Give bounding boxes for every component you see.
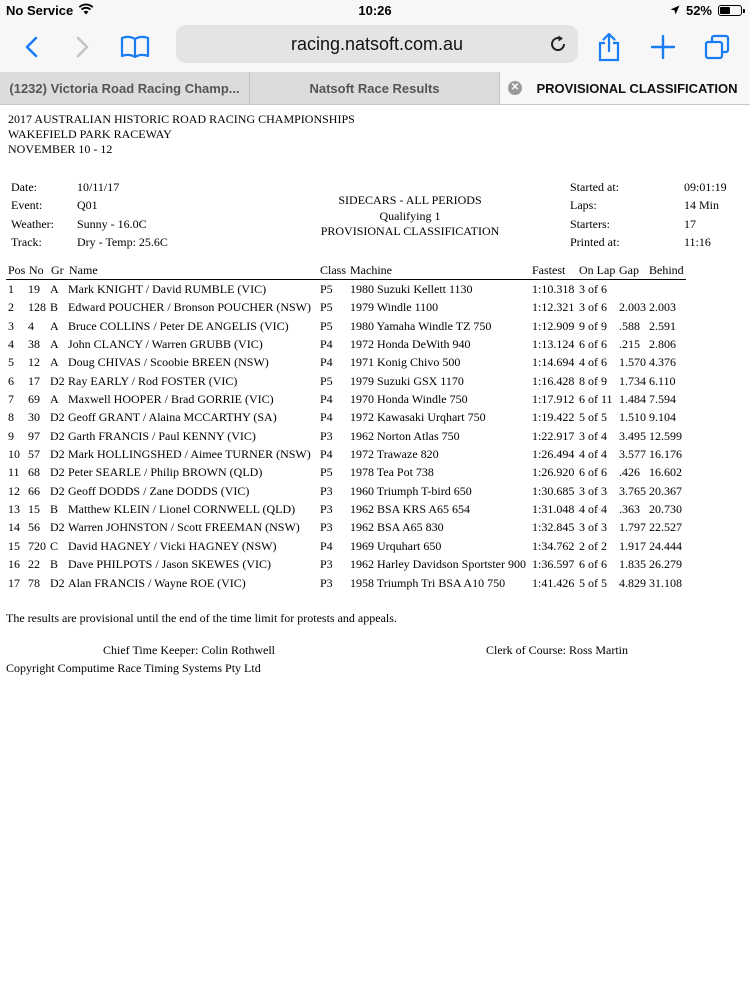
tab-provisional-classification[interactable]	[500, 72, 750, 104]
col-class: Class	[320, 263, 347, 277]
result-class: P4	[320, 392, 333, 407]
result-number: 78	[28, 575, 40, 590]
table-row	[6, 445, 686, 463]
result-riders: Edward POUCHER / Bronson POUCHER (NSW)	[68, 300, 311, 315]
result-pos: 9	[8, 428, 14, 443]
result-machine: 1979 Windle 1100	[350, 300, 439, 315]
session-name: Qualifying 1	[379, 208, 441, 223]
result-riders: Mark HOLLINGSHED / Aimee TURNER (NSW)	[68, 447, 311, 462]
result-number: 128	[28, 300, 46, 315]
result-class: P5	[320, 373, 333, 388]
result-behind: 20.367	[649, 483, 682, 498]
result-riders: Mark KNIGHT / David RUMBLE (VIC)	[68, 282, 267, 296]
result-behind: 26.279	[649, 557, 682, 572]
result-fastest: 1:36.597	[532, 557, 575, 572]
result-gap: 2.003	[619, 300, 646, 315]
result-class: P5	[320, 318, 333, 333]
result-on-lap: 3 of 4	[579, 428, 607, 443]
result-pos: 8	[8, 410, 14, 425]
result-gap: 3.765	[619, 483, 646, 498]
result-group: D2	[50, 520, 65, 535]
result-number: 12	[28, 355, 40, 370]
result-pos: 17	[8, 575, 20, 590]
result-behind: 2.003	[649, 300, 676, 315]
session-info-left	[11, 180, 211, 253]
result-pos: 7	[8, 392, 14, 407]
col-pos: Pos	[8, 263, 26, 277]
table-row	[6, 574, 686, 592]
result-fastest: 1:19.422	[532, 410, 575, 425]
result-group: D2	[50, 483, 65, 498]
location-arrow-icon	[670, 3, 680, 18]
col-gap: Gap	[619, 263, 639, 277]
result-pos: 2	[8, 300, 14, 315]
table-row	[6, 482, 686, 500]
result-gap: 1.797	[619, 520, 646, 535]
result-gap: 4.829	[619, 575, 646, 590]
result-machine: 1971 Konig Chivo 500	[350, 355, 461, 370]
result-riders: John CLANCY / Warren GRUBB (VIC)	[68, 337, 263, 352]
result-on-lap: 3 of 3	[579, 520, 607, 535]
result-behind: 9.104	[649, 410, 676, 425]
clock: 10:26	[358, 3, 392, 18]
result-pos: 3	[8, 318, 14, 333]
result-fastest: 1:12.909	[532, 318, 575, 333]
browser-toolbar	[0, 22, 750, 72]
results-body	[6, 280, 686, 592]
result-behind: 20.730	[649, 502, 682, 517]
result-on-lap: 5 of 5	[579, 410, 607, 425]
venue: WAKEFIELD PARK RACEWAY	[8, 127, 172, 141]
result-behind: 12.599	[649, 428, 682, 443]
result-gap: 1.484	[619, 392, 646, 407]
clerk-of-course: Clerk of Course: Ross Martin	[486, 643, 628, 657]
result-gap: 1.510	[619, 410, 646, 425]
forward-button[interactable]	[66, 30, 100, 64]
result-machine: 1969 Urquhart 650	[350, 538, 442, 553]
info-started-at: Started at: 09:01:19	[570, 180, 727, 194]
result-machine: 1962 Norton Atlas 750	[350, 428, 460, 443]
col-gr: Gr	[51, 263, 64, 277]
table-row	[6, 317, 686, 335]
result-on-lap: 3 of 3	[579, 483, 607, 498]
result-fastest: 1:13.124	[532, 337, 575, 352]
tabs-overview-button[interactable]	[700, 30, 734, 64]
info-event: Event: Q01	[11, 198, 98, 213]
result-pos: 1	[8, 282, 14, 296]
result-riders: Matthew KLEIN / Lionel CORNWELL (QLD)	[68, 502, 296, 517]
share-icon	[597, 32, 621, 62]
result-number: 15	[28, 502, 40, 517]
result-number: 66	[28, 483, 40, 498]
chevron-left-icon	[24, 36, 38, 58]
result-riders: Warren JOHNSTON / Scott FREEMAN (NSW)	[68, 520, 300, 535]
table-row	[6, 463, 686, 481]
result-class: P3	[320, 575, 333, 590]
result-fastest: 1:17.912	[532, 392, 575, 407]
result-on-lap: 8 of 9	[579, 373, 607, 388]
result-group: A	[50, 337, 59, 352]
result-gap: 1.917	[619, 538, 646, 553]
result-group: D2	[50, 447, 65, 462]
chief-time-keeper: Chief Time Keeper: Colin Rothwell	[103, 643, 275, 657]
result-number: 17	[28, 373, 40, 388]
result-behind: 24.444	[649, 538, 682, 553]
new-tab-button[interactable]	[646, 30, 680, 64]
result-class: P5	[320, 300, 333, 315]
result-pos: 16	[8, 557, 20, 572]
result-on-lap: 4 of 6	[579, 355, 607, 370]
result-behind: 2.806	[649, 337, 676, 352]
table-row	[6, 555, 686, 573]
result-group: A	[50, 355, 59, 370]
classification-type: PROVISIONAL CLASSIFICATION	[320, 224, 500, 238]
result-riders: David HAGNEY / Vicki HAGNEY (NSW)	[68, 538, 277, 553]
result-behind: 4.376	[649, 355, 676, 370]
result-on-lap: 6 of 6	[579, 337, 607, 352]
col-behind: Behind	[649, 263, 684, 277]
table-row	[6, 390, 686, 408]
result-fastest: 1:41.426	[532, 575, 575, 590]
info-laps: Laps: 14 Min	[570, 198, 720, 213]
result-on-lap: 4 of 4	[579, 447, 607, 462]
page-content	[0, 105, 750, 1000]
championship-title: 2017 AUSTRALIAN HISTORIC ROAD RACING CHAMPIONSHIPS	[8, 112, 355, 126]
result-riders: Ray EARLY / Rod FOSTER (VIC)	[68, 373, 238, 388]
result-number: 19	[28, 282, 40, 296]
result-behind: 6.110	[649, 373, 676, 388]
result-class: P5	[320, 465, 333, 480]
result-machine: 1962 Harley Davidson Sportster 900	[350, 557, 526, 572]
result-machine: 1962 BSA KRS A65 654	[350, 502, 471, 517]
result-machine: 1980 Suzuki Kellett 1130	[350, 282, 473, 296]
result-gap: 1.570	[619, 355, 646, 370]
result-fastest: 1:22.917	[532, 428, 575, 443]
result-number: 97	[28, 428, 40, 443]
result-on-lap: 9 of 9	[579, 318, 607, 333]
result-on-lap: 2 of 2	[579, 538, 607, 553]
result-machine: 1979 Suzuki GSX 1170	[350, 373, 464, 388]
table-row	[6, 518, 686, 536]
result-pos: 6	[8, 373, 14, 388]
result-machine: 1978 Tea Pot 738	[350, 465, 434, 480]
result-number: 4	[28, 318, 34, 333]
result-class: P4	[320, 538, 333, 553]
result-on-lap: 6 of 6	[579, 465, 607, 480]
result-fastest: 1:30.685	[532, 483, 575, 498]
result-gap: 3.495	[619, 428, 646, 443]
result-fastest: 1:10.318	[532, 282, 575, 296]
result-riders: Doug CHIVAS / Scoobie BREEN (NSW)	[68, 355, 269, 370]
result-group: B	[50, 557, 59, 572]
table-row	[6, 372, 686, 390]
status-right	[670, 3, 742, 18]
battery-percent: 52%	[685, 3, 712, 18]
col-on-lap: On Lap	[579, 263, 616, 277]
tabs-icon	[704, 34, 730, 60]
reload-button[interactable]	[548, 34, 568, 59]
result-fastest: 1:26.494	[532, 447, 575, 462]
col-name: Name	[69, 263, 98, 277]
carrier-label: No Service	[6, 3, 74, 18]
plus-icon	[651, 35, 675, 59]
result-gap: 1.835	[619, 557, 646, 572]
close-tab-icon[interactable]: ✕	[508, 81, 522, 95]
result-behind: 16.176	[649, 447, 682, 462]
result-machine: 1972 Trawaze 820	[350, 447, 439, 462]
result-fastest: 1:26.920	[532, 465, 575, 480]
back-button[interactable]	[14, 30, 48, 64]
result-pos: 14	[8, 520, 20, 535]
result-riders: Geoff DODDS / Zane DODDS (VIC)	[68, 483, 250, 498]
tab-label: (1232) Victoria Road Racing Champ...	[9, 80, 240, 96]
tab-strip	[0, 72, 750, 105]
result-gap: .588	[619, 318, 640, 333]
result-number: 69	[28, 392, 40, 407]
result-fastest: 1:32.845	[532, 520, 575, 535]
result-on-lap: 3 of 6	[579, 300, 607, 315]
result-on-lap: 4 of 4	[579, 502, 607, 517]
session-info-right	[570, 180, 730, 253]
result-number: 68	[28, 465, 40, 480]
result-class: P3	[320, 520, 333, 535]
status-bar	[0, 0, 750, 22]
battery-icon	[718, 5, 742, 16]
result-gap: .426	[619, 465, 640, 480]
result-on-lap: 6 of 11	[579, 392, 613, 407]
share-button[interactable]	[592, 30, 626, 64]
result-machine: 1958 Triumph Tri BSA A10 750	[350, 575, 506, 590]
result-class: P4	[320, 410, 333, 425]
results-table	[6, 261, 686, 592]
result-behind: 31.108	[649, 575, 682, 590]
url-text: racing.natsoft.com.au	[290, 34, 464, 54]
result-group: A	[50, 318, 59, 333]
info-track: Track: Dry - Temp: 25.6C	[11, 234, 168, 249]
result-group: B	[50, 300, 59, 315]
result-group: B	[50, 502, 59, 517]
info-starters: Starters: 17	[570, 216, 696, 231]
result-pos: 5	[8, 355, 14, 370]
result-class: P4	[320, 337, 333, 352]
table-row	[6, 427, 686, 445]
result-riders: Dave PHILPOTS / Jason SKEWES (VIC)	[68, 557, 271, 572]
tab-victoria-road-racing[interactable]	[0, 72, 250, 104]
result-pos: 10	[8, 447, 20, 462]
reload-icon	[548, 34, 568, 54]
result-group: D2	[50, 575, 65, 590]
table-row	[6, 335, 686, 353]
result-class: P3	[320, 483, 333, 498]
result-gap: 1.734	[619, 373, 646, 388]
event-dates: NOVEMBER 10 - 12	[8, 142, 113, 156]
copyright: Copyright Computime Race Timing Systems Pty Ltd	[6, 661, 261, 675]
tab-natsoft-race-results[interactable]	[250, 72, 500, 104]
table-row	[6, 408, 686, 426]
report-header	[8, 112, 355, 157]
session-class: SIDECARS - ALL PERIODS	[338, 193, 482, 207]
result-group: C	[50, 538, 59, 553]
provisional-note: The results are provisional until the end of the time limit for protests and appeals.	[6, 611, 397, 625]
result-class: P4	[320, 355, 333, 370]
book-icon	[120, 35, 150, 59]
result-gap: 3.577	[619, 447, 646, 462]
result-pos: 12	[8, 483, 20, 498]
result-group: A	[50, 392, 59, 407]
result-number: 22	[28, 557, 40, 572]
result-fastest: 1:31.048	[532, 502, 575, 517]
result-gap: .215	[619, 337, 640, 352]
info-date: Date: 10/11/17	[11, 180, 120, 194]
result-riders: Alan FRANCIS / Wayne ROE (VIC)	[68, 575, 246, 590]
result-fastest: 1:34.762	[532, 538, 575, 553]
result-fastest: 1:14.694	[532, 355, 575, 370]
result-riders: Peter SEARLE / Philip BROWN (QLD)	[68, 465, 263, 480]
table-row	[6, 298, 686, 316]
result-number: 56	[28, 520, 40, 535]
result-machine: 1970 Honda Windle 750	[350, 392, 468, 407]
session-title	[305, 193, 515, 240]
chevron-right-icon	[76, 36, 90, 58]
result-behind: 7.594	[649, 392, 676, 407]
table-row	[6, 537, 686, 555]
result-class: P5	[320, 282, 333, 296]
result-behind: 16.602	[649, 465, 682, 480]
result-class: P3	[320, 428, 333, 443]
result-class: P4	[320, 447, 333, 462]
result-riders: Maxwell HOOPER / Brad GORRIE (VIC)	[68, 392, 274, 407]
result-riders: Geoff GRANT / Alaina MCCARTHY (SA)	[68, 410, 277, 425]
result-number: 57	[28, 447, 40, 462]
result-group: D2	[50, 410, 65, 425]
result-on-lap: 5 of 5	[579, 575, 607, 590]
result-riders: Bruce COLLINS / Peter DE ANGELIS (VIC)	[68, 318, 289, 333]
tab-label: PROVISIONAL CLASSIFICATION	[536, 80, 738, 96]
result-behind: 22.527	[649, 520, 682, 535]
result-fastest: 1:12.321	[532, 300, 575, 315]
result-pos: 11	[8, 465, 20, 480]
result-number: 720	[28, 538, 46, 553]
battery-fill	[720, 7, 730, 14]
result-machine: 1962 BSA A65 830	[350, 520, 444, 535]
result-group: A	[50, 282, 59, 296]
result-group: D2	[50, 465, 65, 480]
result-pos: 13	[8, 502, 20, 517]
result-machine: 1960 Triumph T-bird 650	[350, 483, 472, 498]
results-header-row	[6, 261, 686, 280]
info-printed-at: Printed at: 11:16	[570, 234, 711, 249]
result-pos: 4	[8, 337, 14, 352]
table-row	[6, 500, 686, 518]
result-pos: 15	[8, 538, 20, 553]
result-on-lap: 3 of 6	[579, 282, 607, 296]
result-class: P3	[320, 502, 333, 517]
info-weather: Weather: Sunny - 16.0C	[11, 216, 147, 231]
result-riders: Garth FRANCIS / Paul KENNY (VIC)	[68, 428, 256, 443]
col-fastest: Fastest	[532, 263, 566, 277]
result-machine: 1972 Honda DeWith 940	[350, 337, 471, 352]
result-gap: .363	[619, 502, 640, 517]
table-row	[6, 280, 686, 298]
result-fastest: 1:16.428	[532, 373, 575, 388]
result-number: 30	[28, 410, 40, 425]
result-machine: 1972 Kawasaki Urqhart 750	[350, 410, 486, 425]
tab-label: Natsoft Race Results	[309, 80, 440, 96]
result-machine: 1980 Yamaha Windle TZ 750	[350, 318, 492, 333]
result-number: 38	[28, 337, 40, 352]
table-row	[6, 353, 686, 371]
result-behind: 2.591	[649, 318, 676, 333]
result-on-lap: 6 of 6	[579, 557, 607, 572]
bookmarks-button[interactable]	[118, 30, 152, 64]
col-machine: Machine	[350, 263, 392, 277]
result-group: D2	[50, 373, 65, 388]
result-group: D2	[50, 428, 65, 443]
result-class: P3	[320, 557, 333, 572]
col-no: No	[29, 263, 44, 277]
address-bar[interactable]	[176, 25, 578, 63]
